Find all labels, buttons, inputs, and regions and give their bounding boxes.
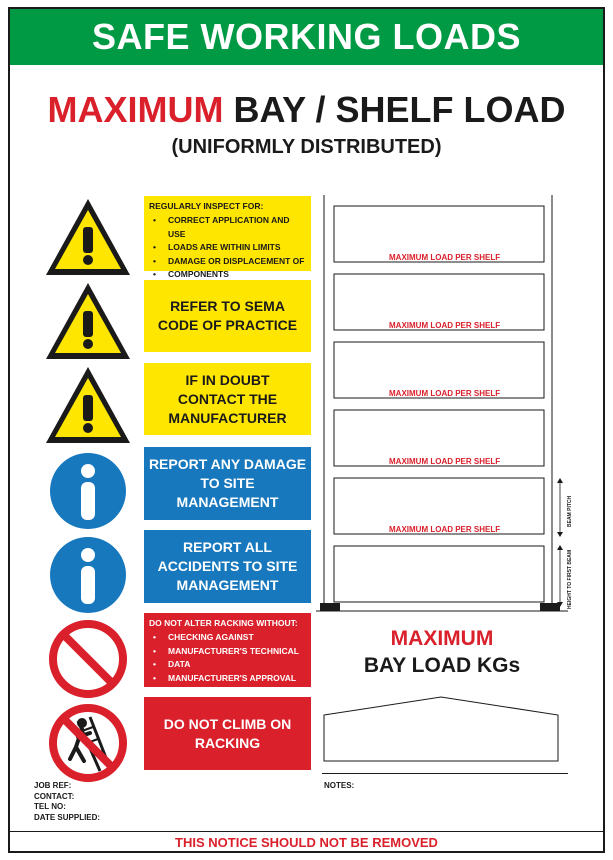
alter-item: • CHECKING AGAINST <box>149 631 306 645</box>
height-to-first-beam-label: HEIGHT TO FIRST BEAM <box>567 549 573 609</box>
footer-notice: THIS NOTICE SHOULD NOT BE REMOVED <box>175 835 438 850</box>
job-fields <box>34 781 100 823</box>
shelf-load-label: MAXIMUM LOAD PER SHELF <box>389 525 501 534</box>
max-bay-line1: MAXIMUM <box>390 627 494 650</box>
warning-icon <box>42 279 134 363</box>
alter-item: • MANUFACTURER'S APPROVAL <box>149 672 306 686</box>
job-ref-label: JOB REF: <box>34 781 72 790</box>
header-title: SAFE WORKING LOADS <box>92 16 521 57</box>
inspect-item: • COMPONENTS <box>149 268 306 282</box>
sign-frame <box>8 7 605 853</box>
max-bay-load <box>316 627 568 678</box>
title-black-part: BAY / SHELF LOAD <box>233 89 566 130</box>
inspect-panel <box>144 196 311 279</box>
alter-item: • DATA <box>149 658 306 672</box>
sema-line1: REFER TO SEMA <box>170 298 285 314</box>
footer-divider <box>10 831 603 832</box>
climb-line1: DO NOT CLIMB ON <box>163 715 292 732</box>
inspect-item: • DAMAGE OR DISPLACEMENT OF <box>149 255 306 269</box>
doubt-line1: IF IN DOUBT <box>185 371 270 388</box>
damage-line1: REPORT ANY DAMAGE <box>148 456 307 472</box>
shelf-box <box>334 546 544 602</box>
shelf-load-label: MAXIMUM LOAD PER SHELF <box>389 253 501 262</box>
no-climbing-icon <box>42 701 134 785</box>
accidents-line3: MANAGEMENT <box>176 577 279 593</box>
accidents-line2: ACCIDENTS TO SITE <box>157 558 298 574</box>
sema-panel <box>144 280 311 352</box>
climb-line2: RACKING <box>194 734 261 751</box>
inspect-lead: REGULARLY INSPECT FOR: <box>149 201 264 211</box>
inspect-item: • CORRECT APPLICATION AND USE <box>149 214 306 241</box>
max-bay-line2: BAY LOAD KGs <box>363 654 521 677</box>
contact-label: CONTACT: <box>34 791 75 801</box>
header-banner <box>10 9 603 65</box>
climb-panel <box>144 697 311 770</box>
doubt-line3: MANUFACTURER <box>168 409 287 426</box>
shelf-load-label: MAXIMUM LOAD PER SHELF <box>389 321 501 330</box>
title-red-part: MAXIMUM <box>47 89 224 130</box>
info-icon <box>42 449 134 533</box>
damage-line3: MANAGEMENT <box>176 494 279 510</box>
accidents-panel <box>144 530 311 603</box>
damage-line2: TO SITE <box>200 475 255 491</box>
page-title <box>10 89 603 131</box>
warning-icon <box>42 195 134 279</box>
sema-line2: CODE OF PRACTICE <box>157 317 298 333</box>
page-subtitle: (UNIFORMLY DISTRIBUTED) <box>171 136 442 158</box>
doubt-line2: CONTACT THE <box>177 390 278 407</box>
alter-lead: DO NOT ALTER RACKING WITHOUT: <box>149 618 298 628</box>
alter-panel <box>144 613 311 687</box>
prohibition-icon <box>42 617 134 701</box>
warning-icon <box>42 363 134 447</box>
accidents-line1: REPORT ALL <box>183 539 272 555</box>
shelf-load-label: MAXIMUM LOAD PER SHELF <box>389 389 501 398</box>
date-supplied-label: DATE SUPPLIED: <box>34 812 101 822</box>
tel-no-label: TEL NO: <box>34 802 66 811</box>
bay-load-box <box>322 695 560 765</box>
inspect-item: • LOADS ARE WITHIN LIMITS <box>149 241 306 255</box>
info-icon <box>42 533 134 617</box>
notes-divider <box>322 773 568 774</box>
notes-label: NOTES: <box>324 781 355 790</box>
damage-panel <box>144 447 311 520</box>
shelf-load-label: MAXIMUM LOAD PER SHELF <box>389 457 501 466</box>
alter-item: • MANUFACTURER'S TECHNICAL <box>149 645 306 659</box>
beam-pitch-label: BEAM PITCH <box>567 495 573 527</box>
doubt-panel <box>144 363 311 435</box>
